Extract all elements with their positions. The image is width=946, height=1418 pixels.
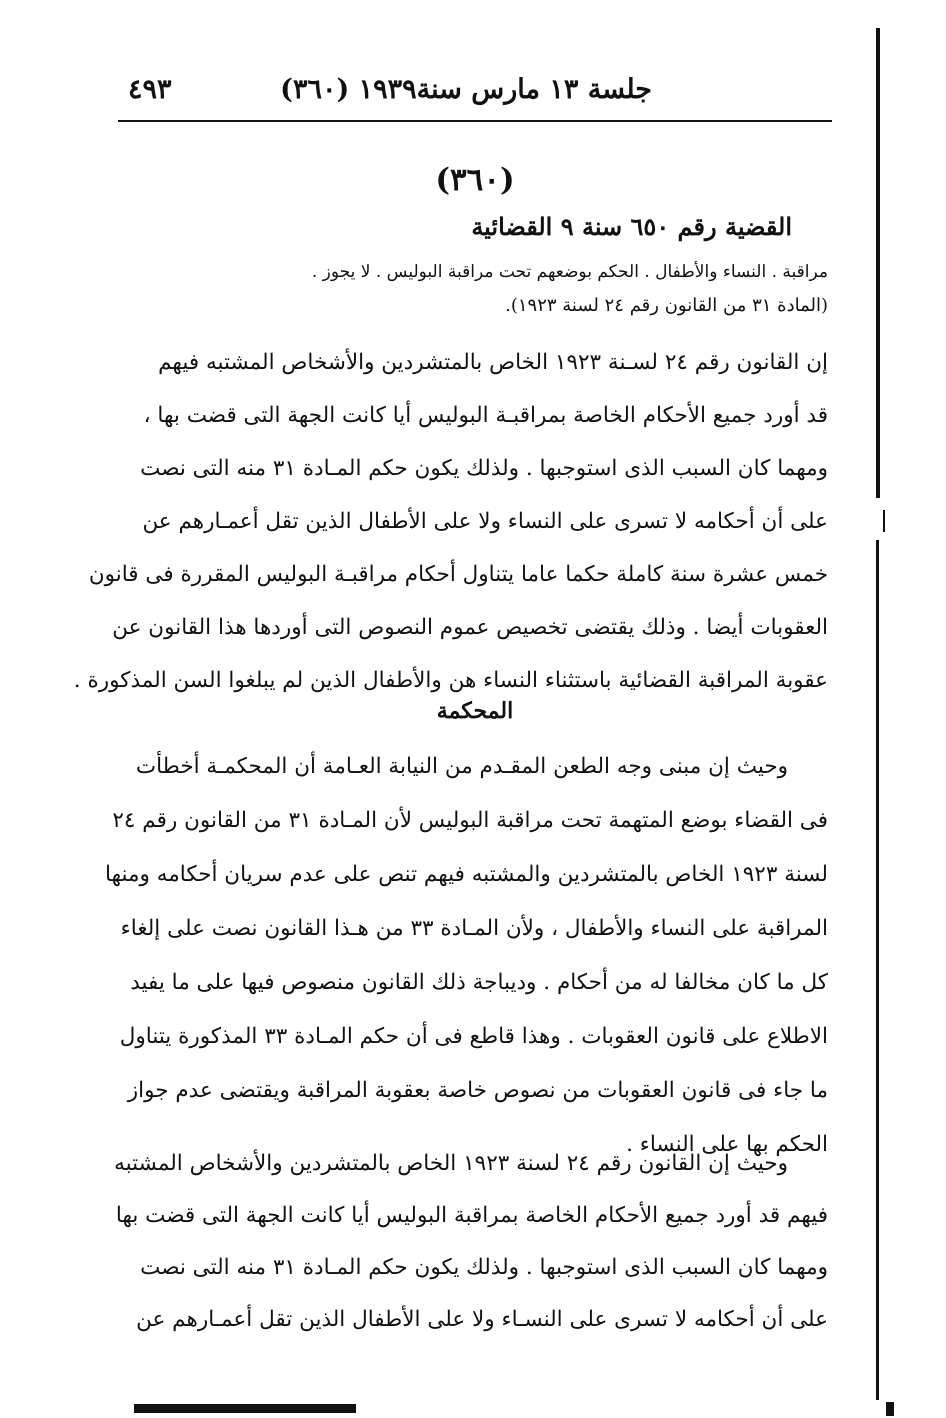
- case-keywords: مراقبة . النساء والأطفال . الحكم بوضعهم تحت مراقبة البوليس . لا يجوز .: [311, 262, 828, 282]
- judgment-paragraph: [105, 740, 828, 1172]
- judgment-line: الاطلاع على قانون العقوبات . وهذا قاطع فى أن حكم المـادة ٣٣ المذكورة يتناول: [119, 1024, 828, 1049]
- case-citation: (المادة ٣١ من القانون رقم ٢٤ لسنة ١٩٢٣).: [505, 295, 828, 316]
- summary-line: خمس عشرة سنة كاملة حكما عاما يتناول أحكام مراقبـة البوليس المقررة فى قانون: [88, 562, 828, 587]
- summary-line: عقوبة المراقبة القضائية باستثناء النساء هن والأطفال الذين لم يبلغوا السن المذكورة .: [73, 668, 828, 693]
- case-number: (٣٦٠): [435, 162, 515, 198]
- bottom-scan-bar: [134, 1404, 356, 1413]
- summary-line: إن القانون رقم ٢٤ لسـنة ١٩٢٣ الخاص بالمتشردين والأشخاص المشتبه فيهم: [158, 350, 828, 375]
- page-number: ٤٩٣: [128, 74, 172, 105]
- judgment-line: لسنة ١٩٢٣ الخاص بالمتشردين والمشتبه فيهم تنص على عدم سريان أحكامه ومنها: [105, 862, 828, 887]
- binding-edge-line-lower: [876, 540, 879, 1400]
- header-title: جلسة ١٣ مارس سنة١٩٣٩ (٣٦٠): [280, 74, 652, 105]
- judgment-line: ما جاء فى قانون العقوبات من نصوص خاصة بعقوبة المراقبة ويقتضى عدم جواز: [127, 1078, 828, 1103]
- binding-edge-tick: [883, 510, 885, 532]
- paragraph-line: على أن أحكامه لا تسرى على النسـاء ولا على الأطفال الذين تقل أعمـارهم عن: [136, 1307, 828, 1332]
- judgment-line: الحكم بها على النساء .: [626, 1132, 828, 1157]
- paragraph-line: وحيث إن القانون رقم ٢٤ لسنة ١٩٢٣ الخاص بالمتشردين والأشخاص المشتبه: [114, 1151, 788, 1176]
- summary-line: ومهما كان السبب الذى استوجبها . ولذلك يكون حكم المـادة ٣١ منه التى نصت: [140, 456, 828, 481]
- header-rule: [118, 120, 832, 122]
- judgment-line: المراقبة على النساء والأطفال ، ولأن المـادة ٣٣ من هـذا القانون نصت على إلغاء: [120, 916, 828, 941]
- binding-edge-mark: [886, 1402, 894, 1416]
- paragraph-line: ومهما كان السبب الذى استوجبها . ولذلك يكون حكم المـادة ٣١ منه التى نصت: [140, 1255, 828, 1280]
- paragraph-line: فيهم قد أورد جميع الأحكام الخاصة بمراقبة البوليس أيا كانت الجهة التى قضت بها: [115, 1203, 828, 1228]
- summary-line: على أن أحكامه لا تسرى على النساء ولا على الأطفال الذين تقل أعمـارهم عن: [142, 509, 828, 534]
- binding-edge-line: [876, 28, 880, 498]
- summary-line: العقوبات أيضا . وذلك يقتضى تخصيص عموم النصوص التى أوردها هذا القانون عن: [112, 615, 828, 640]
- section-heading: المحكمة: [436, 698, 514, 724]
- running-header: [118, 68, 832, 122]
- judgment-line: فى القضاء بوضع المتهمة تحت مراقبة البوليس لأن المـادة ٣١ من القانون رقم ٢٤: [112, 808, 828, 833]
- summary-line: قد أورد جميع الأحكام الخاصة بمراقبـة البوليس أيا كانت الجهة التى قضت بها ،: [143, 403, 828, 428]
- second-paragraph: [114, 1138, 828, 1346]
- judgment-line: وحيث إن مبنى وجه الطعن المقـدم من النيابة العـامة أن المحكمـة أخطأت: [135, 754, 788, 779]
- summary-paragraph: [73, 336, 828, 707]
- judgment-line: كل ما كان مخالفا له من أحكام . وديباجة ذلك القانون منصوص فيها على ما يفيد: [130, 970, 828, 995]
- case-title: القضية رقم ٦٥٠ سنة ٩ القضائية: [471, 212, 792, 241]
